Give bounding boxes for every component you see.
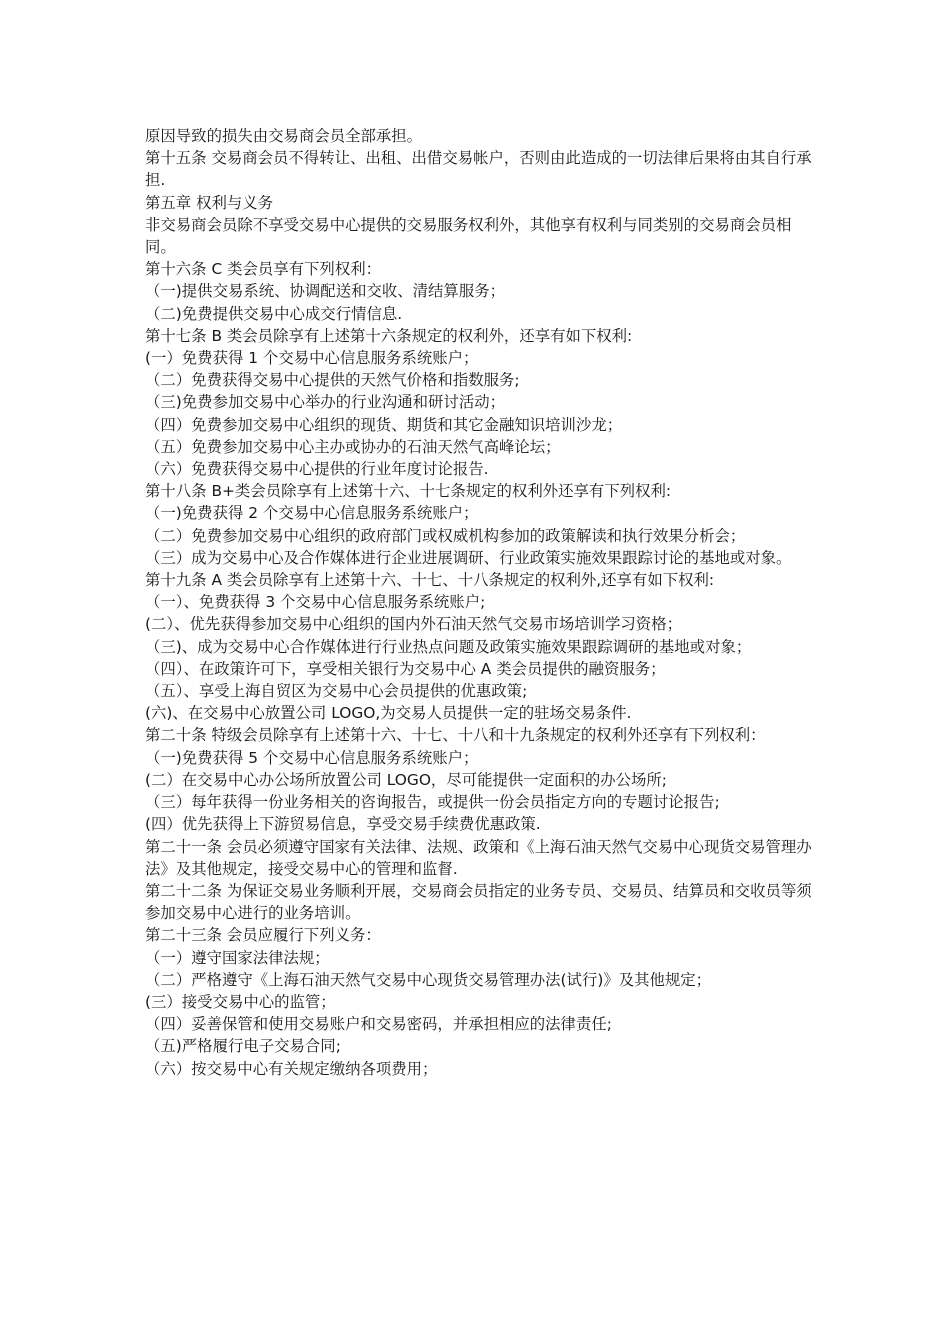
article-20: 第二十条 特级会员除享有上述第十六、十七、十八和十九条规定的权利外还享有下列权利： bbox=[145, 726, 766, 745]
article-15: 第十五条 交易商会员不得转让、出租、出借交易帐户，否则由此造成的一切法律后果将由其自行承担. bbox=[145, 149, 812, 190]
list-item: （三)免费参加交易中心举办的行业沟通和研讨活动； bbox=[145, 393, 505, 412]
list-item: （四）、在政策许可下，享受相关银行为交易中心 A 类会员提供的融资服务； bbox=[145, 659, 666, 678]
list-item: (四）优先获得上下游贸易信息，享受交易手续费优惠政策. bbox=[145, 815, 541, 834]
list-item: （四）妥善保管和使用交易账户和交易密码，并承担相应的法律责任; bbox=[145, 1015, 612, 1034]
article-22: 第二十二条 为保证交易业务顺利开展，交易商会员指定的业务专员、交易员、结算员和交收员等须参加交易中心进行的业务培训。 bbox=[145, 881, 812, 923]
list-item: (二）在交易中心办公场所放置公司 LOGO，尽可能提供一定面积的办公场所; bbox=[145, 770, 667, 789]
article-16: 第十六条 C 类会员享有下列权利： bbox=[145, 260, 381, 279]
list-item: (一）免费获得 1 个交易中心信息服务系统账户； bbox=[145, 349, 479, 368]
list-item: （六）免费获得交易中心提供的行业年度讨论报告. bbox=[145, 460, 489, 479]
list-item: （二)免费提供交易中心成交行情信息. bbox=[145, 304, 403, 323]
list-item: (六)、在交易中心放置公司 LOGO,为交易人员提供一定的驻场交易条件. bbox=[145, 704, 632, 723]
document-body bbox=[145, 125, 813, 1080]
list-item: （四）免费参加交易中心组织的现货、期货和其它金融知识培训沙龙； bbox=[145, 415, 623, 434]
list-item: （二）严格遵守《上海石油天然气交易中心现货交易管理办法(试行)》及其他规定； bbox=[145, 970, 712, 989]
text-line: 原因导致的损失由交易商会员全部承担。 bbox=[145, 127, 423, 145]
list-item: （三）每年获得一份业务相关的咨询报告，或提供一份会员指定方向的专题讨论报告; bbox=[145, 793, 720, 812]
list-item: （一)免费获得 5 个交易中心信息服务系统账户； bbox=[145, 748, 479, 767]
list-item: （五）免费参加交易中心主办或协办的石油天然气高峰论坛； bbox=[145, 437, 561, 456]
chapter-5-heading: 第五章 权利与义务 bbox=[145, 193, 274, 212]
list-item: (二）、优先获得参加交易中心组织的国内外石油天然气交易市场培训学习资格； bbox=[145, 615, 682, 634]
list-item: （五）、享受上海自贸区为交易中心会员提供的优惠政策; bbox=[145, 682, 528, 701]
article-23: 第二十三条 会员应履行下列义务： bbox=[145, 926, 381, 945]
list-item: （三）成为交易中心及合作媒体进行企业进展调研、行业政策实施效果跟踪讨论的基地或对象。 bbox=[145, 548, 792, 567]
list-item: （一）遵守国家法律法规； bbox=[145, 948, 330, 967]
list-item: （一）、免费获得 3 个交易中心信息服务系统账户; bbox=[145, 593, 486, 612]
article-19: 第十九条 A 类会员除享有上述第十六、十七、十八条规定的权利外,还享有如下权利: bbox=[145, 571, 715, 590]
article-18: 第十八条 B+类会员除享有上述第十六、十七条规定的权利外还享有下列权利: bbox=[145, 482, 672, 501]
list-item: （二）免费获得交易中心提供的天然气价格和指数服务; bbox=[145, 371, 520, 390]
list-item: (三）接受交易中心的监管； bbox=[145, 992, 336, 1011]
list-item: （五)严格履行电子交易合同; bbox=[145, 1037, 341, 1056]
text-line: 非交易商会员除不享受交易中心提供的交易服务权利外，其他享有权利与同类别的交易商会员相同。 bbox=[145, 215, 792, 257]
article-21: 第二十一条 会员必须遵守国家有关法律、法规、政策和《上海石油天然气交易中心现货交易管理办法》及其他规定，接受交易中心的管理和监督. bbox=[145, 837, 812, 878]
list-item: （六）按交易中心有关规定缴纳各项费用； bbox=[145, 1059, 438, 1078]
list-item: （一)提供交易系统、协调配送和交收、清结算服务； bbox=[145, 282, 505, 301]
list-item: （一)免费获得 2 个交易中心信息服务系统账户； bbox=[145, 504, 479, 523]
article-17: 第十七条 B 类会员除享有上述第十六条规定的权利外，还享有如下权利: bbox=[145, 326, 633, 345]
list-item: （三)、成为交易中心合作媒体进行行业热点问题及政策实施效果跟踪调研的基地或对象； bbox=[145, 637, 752, 656]
list-item: （二）免费参加交易中心组织的政府部门或权威机构参加的政策解读和执行效果分析会； bbox=[145, 526, 746, 545]
